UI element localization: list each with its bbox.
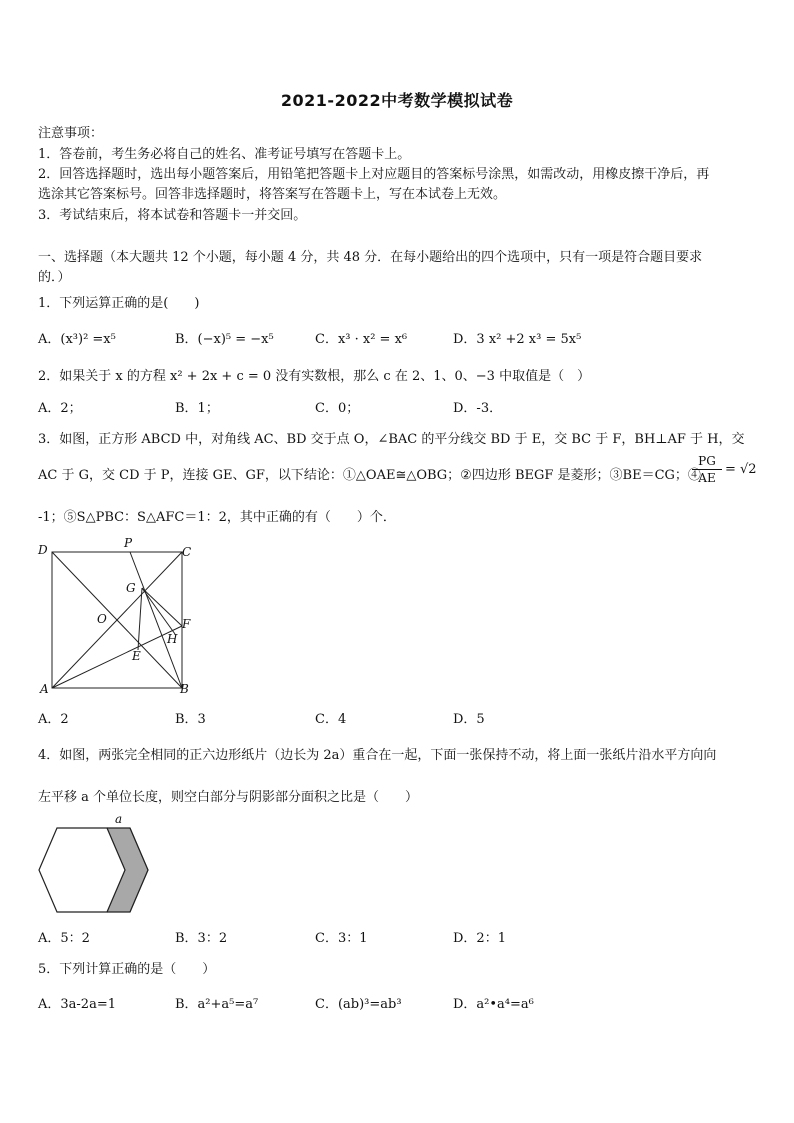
q1-option-d: D．3 x² +2 x³ = 5x⁵ (453, 332, 582, 347)
q3-option-a: A．2 (38, 712, 69, 727)
notice-heading: 注意事项： (38, 126, 104, 141)
q2-option-b: B．1； (175, 401, 219, 416)
q3-stem-line3: -1；⑤S△PBC：S△AFC＝1：2，其中正确的有（ ）个． (38, 510, 396, 525)
q3-fraction (692, 453, 722, 486)
label-a: A (40, 682, 49, 696)
q4-stem-line1: 4．如图，两张完全相同的正六边形纸片（边长为 2a）重合在一起，下面一张保持不动，将上面一张纸片沿水平方向向 (38, 748, 717, 763)
q5-option-d: D．a²•a⁴=a⁶ (453, 997, 534, 1012)
label-e: E (132, 649, 141, 663)
label-d: D (38, 543, 48, 557)
q5-option-b: B．a²+a⁵=a⁷ (175, 997, 259, 1012)
notice-item-3: 3．考试结束后，将本试卷和答题卡一并交回。 (38, 208, 307, 223)
label-f: F (182, 617, 191, 631)
q5-option-a: A．3a-2a=1 (38, 997, 116, 1012)
q2-option-d: D．-3． (453, 401, 503, 416)
q4-option-d: D．2：1 (453, 931, 506, 946)
section-heading: 一、选择题（本大题共 12 个小题，每小题 4 分，共 48 分．在每小题给出的四个选项中，只有一项是符合题目要求 (38, 250, 703, 265)
segment-gf (142, 588, 182, 626)
q1-option-a: A．(x³)² =x⁵ (38, 332, 116, 347)
q1-option-c: C．x³ · x² = x⁶ (315, 332, 408, 347)
q5-stem: 5．下列计算正确的是（ ） (38, 962, 216, 977)
label-g: G (126, 581, 136, 595)
upper-hexagon (39, 828, 125, 912)
section-heading-cont: 的．） (38, 270, 71, 285)
q3-equation-tail: = √2 (725, 462, 757, 477)
hexagon-diagram (32, 812, 157, 916)
notice-item-2-cont: 选涂其它答案标号。回答非选择题时，将答案写在答题卡上，写在本试卷上无效。 (38, 187, 507, 202)
segment-af (52, 626, 182, 688)
q2-option-c: C．0； (315, 401, 360, 416)
label-h: H (167, 632, 178, 646)
q4-stem-line2: 左平移 a 个单位长度，则空白部分与阴影部分面积之比是（ ） (38, 790, 419, 805)
q4-option-c: C．3：1 (315, 931, 368, 946)
q3-fraction-denominator: AE (698, 471, 716, 485)
notice-item-2: 2．回答选择题时，选出每小题答案后，用铅笔把答题卡上对应题目的答案标号涂黑，如需改动，用橡皮擦干净后，再 (38, 167, 710, 182)
q1-option-b: B．(−x)⁵ = −x⁵ (175, 332, 274, 347)
q3-stem-line1: 3．如图，正方形 ABCD 中，对角线 AC、BD 交于点 O，∠BAC 的平分线交 BD 于 E，交 BC 于 F，BH⊥AF 于 H，交 (38, 432, 745, 447)
label-a-length: a (115, 812, 123, 826)
q1-stem: 1．下列运算正确的是( ) (38, 296, 200, 311)
square-diagram (30, 536, 200, 698)
q2-option-a: A．2； (38, 401, 82, 416)
q2-stem: 2．如果关于 x 的方程 x² + 2x + c = 0 没有实数根，那么 c 在 2、1、0、−3 中取值是（ ） (38, 369, 591, 384)
page-title: 2021-2022中考数学模拟试卷 (280, 91, 514, 110)
q3-option-d: D．5 (453, 712, 485, 727)
label-b: B (180, 682, 189, 696)
segment-bp (130, 552, 182, 688)
q3-option-c: C．4 (315, 712, 347, 727)
label-o: O (97, 612, 107, 626)
q3-option-b: B．3 (175, 712, 206, 727)
label-p: P (124, 536, 133, 550)
q5-option-c: C．(ab)³=ab³ (315, 997, 402, 1012)
q4-option-a: A．5：2 (38, 931, 90, 946)
notice-item-1: 1．答卷前，考生务必将自己的姓名、准考证号填写在答题卡上。 (38, 147, 411, 162)
q3-stem-line2: AC 于 G，交 CD 于 P，连接 GE、GF，以下结论：①△OAE≅△OBG；②四边形 BEGF 是菱形；③BE＝CG；④ (38, 468, 701, 483)
label-c: C (182, 545, 192, 559)
q4-option-b: B．3：2 (175, 931, 228, 946)
q3-fraction-numerator: PG (692, 453, 722, 470)
